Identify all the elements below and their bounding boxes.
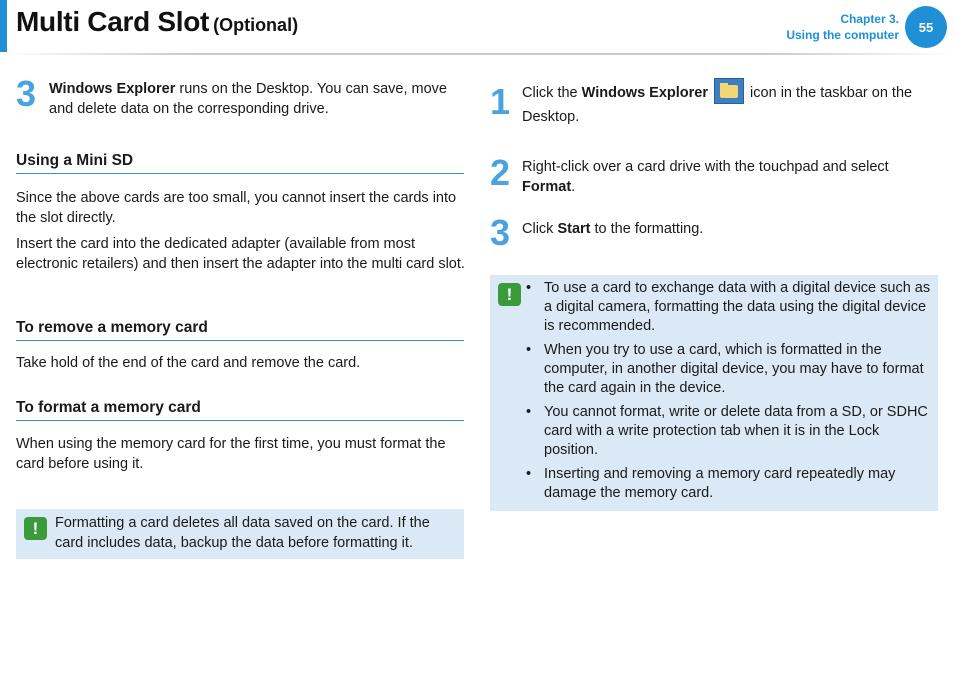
right-step3-text [522,219,932,239]
right-step1-pre: Click the [522,84,582,101]
right-step1-text [522,80,932,129]
mini-sd-paragraph-1: Since the above cards are too small, you cannot insert the cards into the slot directly. [16,190,457,226]
list-item: • Inserting and removing a memory card repeatedly may damage the memory card. [524,465,934,503]
chapter-title: Using the computer [786,28,899,42]
header-divider [0,53,954,55]
right-step2-post: . [571,179,576,195]
left-step3-text [49,79,467,119]
warning-icon: ! [498,283,521,306]
right-step1-number: 1 [490,81,511,122]
right-step2-bold: Format [522,179,572,195]
remove-card-paragraph: Take hold of the end of the card and remove the card. [16,355,361,371]
left-step3-body: runs on the Desktop. You can save, move and delete data on the corresponding drive. [49,81,448,117]
left-step-number: 3 [16,73,37,114]
list-item: • To use a card to exchange data with a digital device such as a digital camera, formatting the data using the digital device is recommended. [524,279,934,336]
page-title [16,6,298,38]
left-note-text: Formatting a card deletes all data saved on the card. If the card includes data, backup the data before formatting it. [55,515,430,551]
chapter-number: Chapter 3. [840,12,899,26]
page-title-main: Multi Card Slot [16,6,210,37]
right-step3-bold: Start [557,221,591,237]
left-note-box [16,509,464,559]
right-step2-number: 2 [490,152,511,193]
right-step1-bold: Windows Explorer [581,84,708,101]
heading-mini-sd: Using a Mini SD [16,152,464,174]
right-note-list [524,279,934,508]
mini-sd-paragraph-2: Insert the card into the dedicated adapter (available from most electronic retailers) and then insert the adapter into the multi card slot. [16,236,465,272]
page-number-badge: 55 [905,6,947,48]
right-note-box [490,275,938,511]
left-step3-bold: Windows Explorer [49,81,176,97]
page-title-suffix: (Optional) [213,15,299,35]
header-accent-bar [0,0,7,52]
right-step2-text [522,157,932,197]
right-step3-post: to the formatting. [590,221,704,237]
right-step1-post: icon in the taskbar on the Desktop. [522,84,913,125]
right-step3-pre: Click [522,221,558,237]
right-step3-number: 3 [490,212,511,253]
format-card-paragraph: When using the memory card for the first time, you must format the card before using it. [16,436,446,472]
list-item: • When you try to use a card, which is formatted in the computer, in another digital device, you may have to format the card again in the device. [524,341,934,398]
warning-icon: ! [24,517,47,540]
list-item: • You cannot format, write or delete data from a SD, or SDHC card with a write protection tab when it is in the Lock position. [524,403,934,460]
windows-explorer-icon [714,78,744,104]
heading-format-card: To format a memory card [16,399,464,421]
chapter-label [786,11,899,43]
right-step2-pre: Right-click over a card drive with the touchpad and select [522,159,889,175]
heading-remove-card: To remove a memory card [16,319,464,341]
